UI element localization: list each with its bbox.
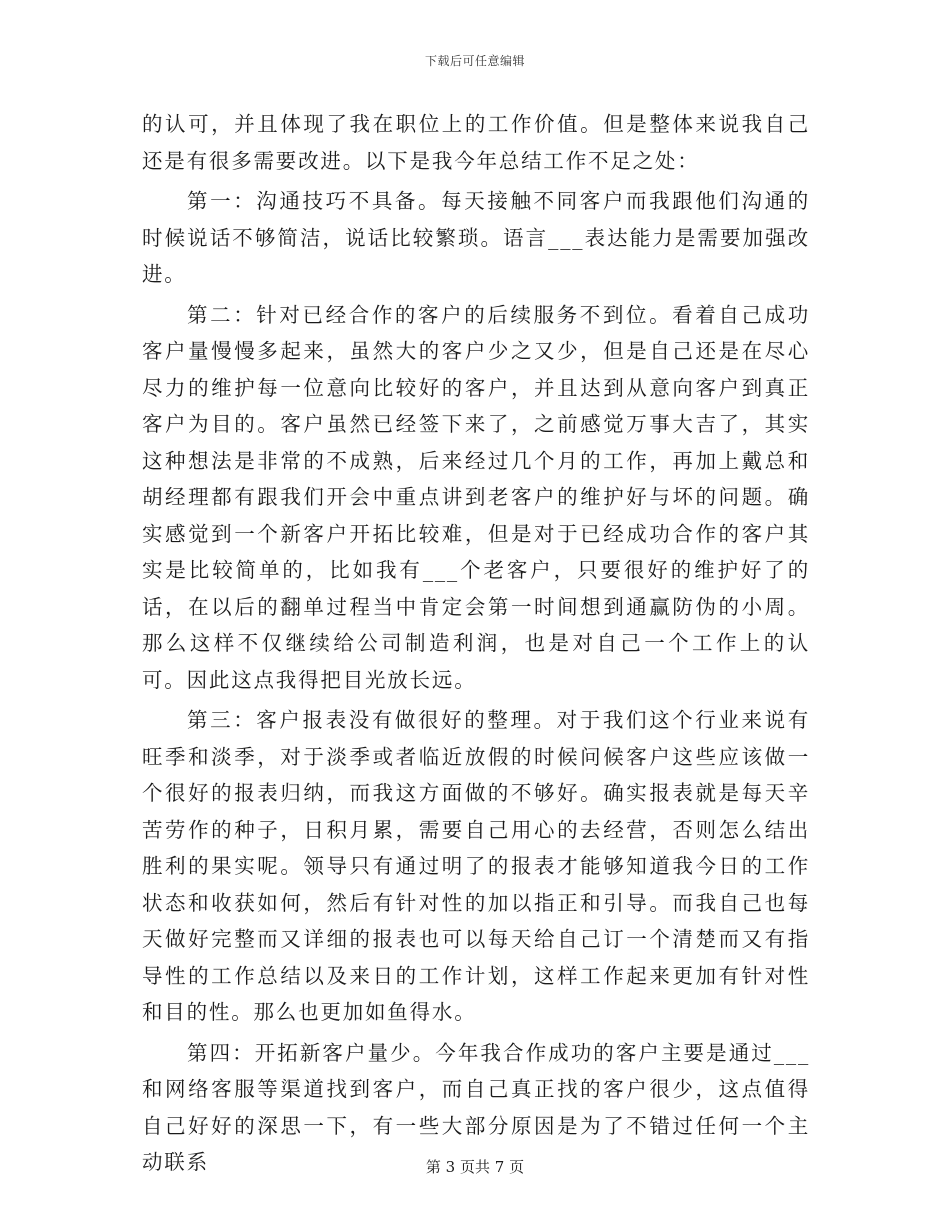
page-footer: 第 3 页共 7 页 — [425, 1158, 525, 1176]
paragraph-point-2: 第二：针对已经合作的客户的后续服务不到位。看着自己成功客户量慢慢多起来，虽然大的客户少之又少，但是自己还是在尽心尽力的维护每一位意向比较好的客户，并且达到从意向客户到真正客户为目的。客户虽然已经签下来了，之前感觉万事大吉了，其实这种想法是非常的不成熟，后来经过几个月的工作，再加上戴总和胡经理都有跟我们开会中重点讲到老客户的维护好与坏的问题。确实感觉到一个新客户开拓比较难，但是对于已经成功合作的客户其实是比较简单的，比如我有___个老客户，只要很好的维护好了的话，在以后的翻单过程当中肯定会第一时间想到通赢防伪的小周。那么这样不仅继续给公司制造利润，也是对自己一个工作上的认可。因此这点我得把目光放长远。 — [142, 302, 810, 692]
paragraph-point-1: 第一：沟通技巧不具备。每天接触不同客户而我跟他们沟通的时候说话不够简洁，说话比较繁琐。语言___表达能力是需要加强改进。 — [142, 189, 810, 286]
paragraph-point-4: 第四：开拓新客户量少。今年我合作成功的客户主要是通过___和网络客服等渠道找到客户，而自己真正找的客户很少，这点值得自己好好的深思一下，有一些大部分原因是为了不错过任何一个主动联系 — [142, 1040, 810, 1174]
paragraph-continuation: 的认可，并且体现了我在职位上的工作价值。但是整体来说我自己还是有很多需要改进。以下是我今年总结工作不足之处： — [142, 112, 810, 173]
paragraph-point-3: 第三：客户报表没有做很好的整理。对于我们这个行业来说有旺季和淡季，对于淡季或者临近放假的时候问候客户这些应该做一个很好的报表归纳，而我这方面做的不够好。确实报表就是每天辛苦劳作的种子，日积月累，需要自己用心的去经营，否则怎么结出胜利的果实呢。领导只有通过明了的报表才能够知道我今日的工作状态和收获如何，然后有针对性的加以指正和引导。而我自己也每天做好完整而又详细的报表也可以每天给自己订一个清楚而又有指导性的工作总结以及来日的工作计划，这样工作起来更加有针对性和目的性。那么也更加如鱼得水。 — [142, 708, 810, 1024]
page-header: 下载后可任意编辑 — [424, 54, 525, 68]
document-body — [142, 106, 810, 1185]
